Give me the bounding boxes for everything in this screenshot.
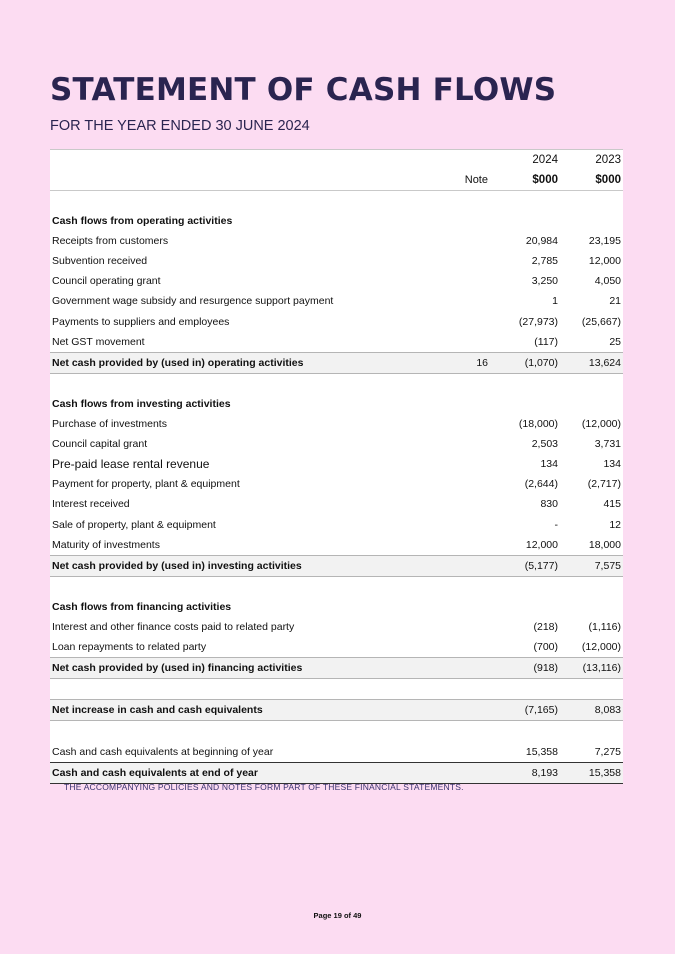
table-row [50, 251, 623, 271]
section-heading-label: Cash flows from investing activities [52, 397, 231, 410]
table-row [50, 414, 623, 434]
value-2023: 4,050 [594, 275, 621, 288]
table-row [50, 271, 623, 291]
value-2023: 12,000 [588, 255, 621, 268]
value-2024: (27,973) [518, 315, 558, 328]
value-2024: 2,503 [531, 438, 558, 451]
net-increase-2023: 8,083 [594, 704, 621, 717]
spacer-row [50, 679, 623, 699]
row-label: Subvention received [52, 255, 148, 268]
ending-balance-row [50, 762, 623, 784]
row-label: Council operating grant [52, 275, 161, 288]
total-2024: (1,070) [524, 356, 558, 369]
value-2023: (12,000) [581, 418, 621, 431]
value-2023: 415 [603, 498, 621, 511]
beginning-balance-2023: 7,275 [594, 745, 621, 758]
table-row [50, 494, 623, 514]
row-label: Maturity of investments [52, 538, 160, 551]
table-row [50, 312, 623, 332]
unit-2024-header: $000 [532, 174, 558, 186]
value-2024: (117) [534, 335, 558, 348]
year-2024-header: 2024 [532, 154, 558, 166]
value-2024: 134 [540, 458, 558, 471]
note-header: Note [464, 174, 488, 186]
value-2024: - [554, 518, 558, 531]
ending-balance-2023: 15,358 [588, 766, 621, 779]
page-number: Page 19 of 49 [313, 911, 362, 920]
total-row-financing [50, 657, 623, 679]
spacer-row [50, 577, 623, 597]
value-2023: 134 [603, 458, 621, 471]
net-increase-2024: (7,165) [524, 704, 558, 717]
total-label: Net cash provided by (used in) financing activities [52, 662, 303, 675]
total-label: Net cash provided by (used in) operating activities [52, 356, 304, 369]
section-heading-financing [50, 597, 623, 617]
value-2023: 23,195 [588, 235, 621, 248]
footnote: THE ACCOMPANYING POLICIES AND NOTES FORM PART OF THESE FINANCIAL STATEMENTS. [64, 782, 464, 792]
row-label: Sale of property, plant & equipment [52, 518, 216, 531]
value-2024: 1 [552, 295, 558, 308]
net-increase-row [50, 699, 623, 721]
table-row [50, 535, 623, 555]
value-2024: (18,000) [518, 418, 558, 431]
net-increase-label: Net increase in cash and cash equivalents [52, 704, 263, 717]
value-2024: (218) [533, 620, 558, 633]
value-2023: (2,717) [587, 478, 621, 491]
value-2023: (25,667) [581, 315, 621, 328]
table-row [50, 291, 623, 311]
row-label: Interest received [52, 498, 130, 511]
value-2023: (12,000) [581, 641, 621, 654]
section-heading-operating [50, 211, 623, 231]
table-row [50, 332, 623, 352]
value-2024: 3,250 [531, 275, 558, 288]
table-row [50, 434, 623, 454]
header-units-row [50, 170, 623, 191]
page-title: STATEMENT OF CASH FLOWS [50, 72, 557, 108]
value-2024: (2,644) [524, 478, 558, 491]
row-label: Loan repayments to related party [52, 641, 207, 654]
spacer-row [50, 374, 623, 394]
value-2024: (700) [533, 641, 558, 654]
row-label: Payments to suppliers and employees [52, 315, 230, 328]
section-heading-investing [50, 394, 623, 414]
row-label: Receipts from customers [52, 235, 169, 248]
beginning-balance-label: Cash and cash equivalents at beginning of year [52, 745, 274, 758]
table-row [50, 515, 623, 535]
year-2023-header: 2023 [595, 154, 621, 166]
page-subtitle: FOR THE YEAR ENDED 30 JUNE 2024 [50, 118, 310, 134]
total-2023: 13,624 [588, 356, 621, 369]
header-years-row [50, 150, 623, 170]
row-label: Payment for property, plant & equipment [52, 478, 240, 491]
total-note: 16 [476, 356, 488, 369]
row-label: Council capital grant [52, 438, 148, 451]
total-2024: (5,177) [524, 559, 558, 572]
operating-rows [50, 231, 623, 352]
total-row-operating [50, 352, 623, 374]
unit-2023-header: $000 [595, 174, 621, 186]
row-label: Government wage subsidy and resurgence support payment [52, 295, 334, 308]
value-2023: 18,000 [588, 538, 621, 551]
row-label: Net GST movement [52, 335, 145, 348]
total-2023: 7,575 [594, 559, 621, 572]
total-2023: (13,116) [582, 662, 621, 675]
value-2024: 830 [540, 498, 558, 511]
value-2024: 12,000 [525, 538, 558, 551]
value-2024: 20,984 [525, 235, 558, 248]
ending-balance-2024: 8,193 [531, 766, 558, 779]
value-2023: (1,116) [588, 620, 621, 633]
total-row-investing [50, 555, 623, 577]
spacer-row [50, 721, 623, 741]
beginning-balance-row [50, 742, 623, 762]
value-2023: 21 [609, 295, 621, 308]
section-heading-label: Cash flows from operating activities [52, 215, 233, 228]
spacer-row [50, 191, 623, 211]
ending-balance-label: Cash and cash equivalents at end of year [52, 766, 258, 779]
beginning-balance-2024: 15,358 [525, 745, 558, 758]
total-2024: (918) [533, 662, 558, 675]
section-heading-label: Cash flows from financing activities [52, 600, 232, 613]
table-row [50, 637, 623, 657]
financing-rows [50, 617, 623, 657]
table-row [50, 474, 623, 494]
table-row [50, 231, 623, 251]
row-label: Interest and other finance costs paid to related party [52, 620, 295, 633]
cash-flow-table [50, 149, 623, 784]
value-2023: 12 [609, 518, 621, 531]
total-label: Net cash provided by (used in) investing activities [52, 559, 302, 572]
value-2024: 2,785 [531, 255, 558, 268]
row-label: Pre-paid lease rental revenue [52, 457, 210, 472]
table-row [50, 454, 623, 474]
value-2023: 25 [609, 335, 621, 348]
investing-rows [50, 414, 623, 555]
value-2023: 3,731 [594, 438, 621, 451]
row-label: Purchase of investments [52, 418, 167, 431]
table-row [50, 617, 623, 637]
